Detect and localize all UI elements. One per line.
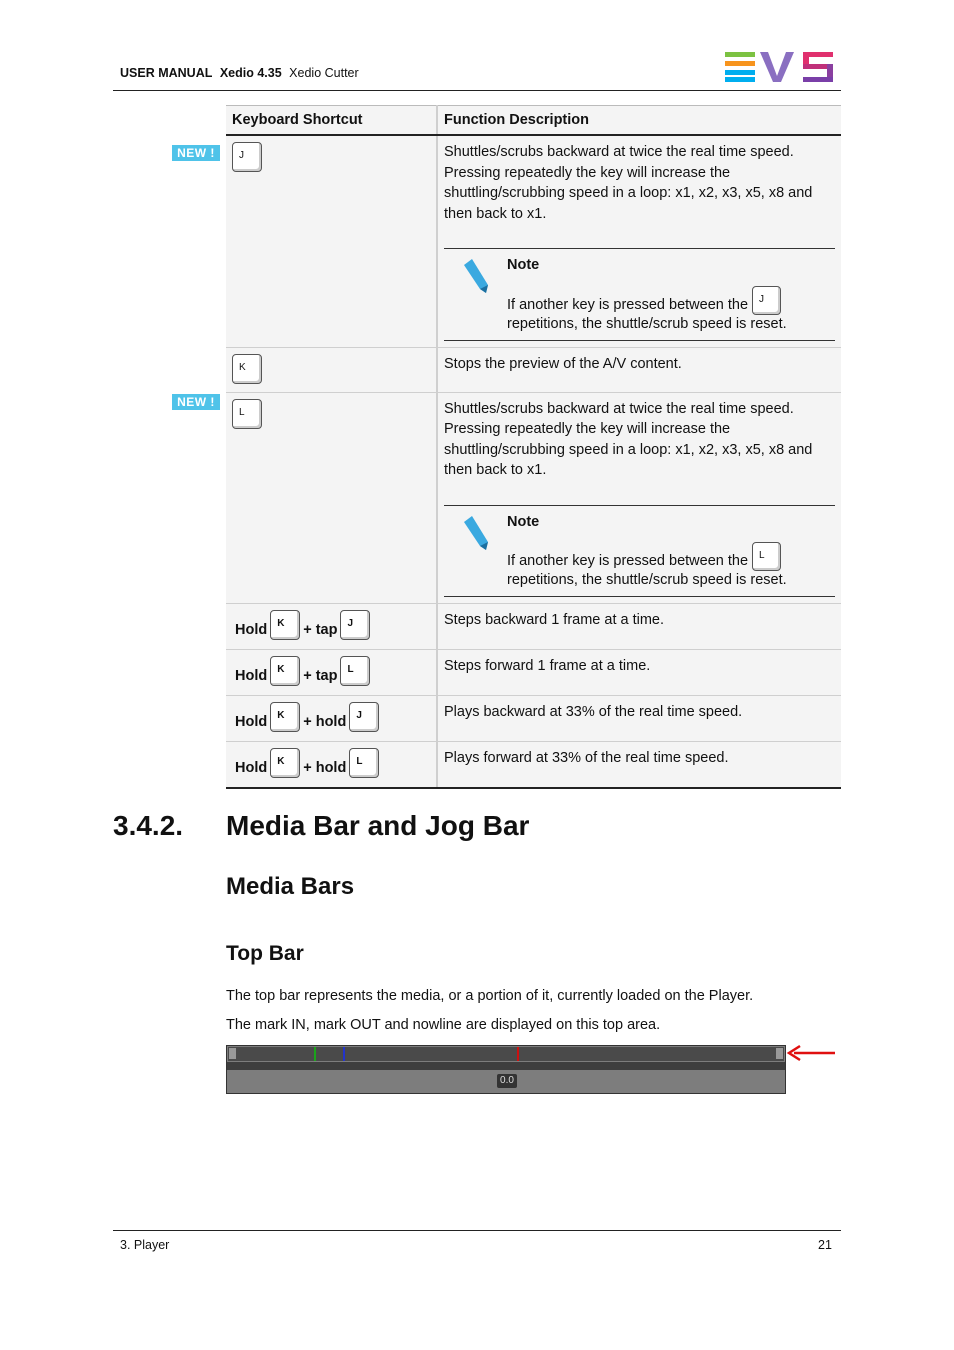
shortcut-cell [226,347,437,392]
key-k-icon: K [270,748,300,778]
section-number: 3.4.2. [113,810,184,841]
key-l-icon: L [752,542,781,571]
description-text: Shuttles/scrubs backward at twice the real time speed. Pressing repeatedly the key will increase the shuttling/scrubbing speed in a loop: x1, x2, x3, x5, x8 and then back to x1. [444,144,813,222]
table-row [226,392,841,604]
table-row [226,696,841,742]
key-l-icon: L [340,656,370,686]
key-k-icon: K [270,610,300,640]
shortcut-cell: Hold K + hold L [226,742,437,788]
key-k-icon: K [270,656,300,686]
shortcut-cell: Hold K + tap L [226,650,437,696]
running-header [120,66,359,80]
key-l-icon: L [349,748,379,778]
key-j-icon: J [349,702,379,732]
paragraph: The mark IN, mark OUT and nowline are displayed on this top area. [226,1017,661,1033]
shortcut-table [226,105,841,789]
module-name: Xedio Cutter [289,66,359,80]
note-body: If another key is pressed between the L repetitions, the shuttle/scrub speed is reset. [507,542,835,590]
top-bar-end-handle [776,1048,783,1059]
top-bar [228,1047,784,1061]
column-header-description: Function Description [437,106,841,136]
table-row [226,742,841,788]
nowline [517,1047,519,1061]
description-cell: Plays backward at 33% of the real time speed. [437,696,841,742]
note-body: If another key is pressed between the J repetitions, the shuttle/scrub speed is reset. [507,286,835,334]
description-cell [437,135,841,347]
table-row [226,650,841,696]
description-text: Shuttles/scrubs backward at twice the real time speed. Pressing repeatedly the key will increase the shuttling/scrubbing speed in a loop: x1, x2, x3, x5, x8 and then back to x1. [444,400,813,478]
table-row [226,604,841,650]
note-box [444,505,835,598]
subsubsection-heading: Top Bar [226,942,304,965]
paragraph: The top bar represents the media, or a portion of it, currently loaded on the Player. [226,988,754,1004]
table-row [226,347,841,392]
description-cell: Steps forward 1 frame at a time. [437,650,841,696]
shortcut-cell [226,392,437,604]
media-bar-screenshot [226,1045,786,1094]
column-header-shortcut: Keyboard Shortcut [226,106,437,136]
description-cell: Steps backward 1 frame at a time. [437,604,841,650]
media-bar-divider [227,1062,785,1070]
section-heading [113,810,529,842]
pencil-icon [462,259,490,295]
description-cell: Plays forward at 33% of the real time speed. [437,742,841,788]
product-name: Xedio 4.35 [219,66,282,80]
new-badge: NEW ! [172,145,220,161]
footer-rule [113,1230,841,1231]
note-box [444,248,835,341]
table-header-row [226,106,841,136]
header-rule [113,90,841,91]
new-badge: NEW ! [172,394,220,410]
note-title: Note [507,257,540,273]
key-j-icon: J [232,142,262,172]
key-k-icon: K [232,354,262,384]
table-row [226,135,841,347]
footer-chapter: 3. Player [120,1238,170,1252]
pencil-icon [462,516,490,552]
shortcut-cell: Hold K + hold J [226,696,437,742]
evs-logo [725,52,835,82]
key-k-icon: K [270,702,300,732]
shortcut-cell [226,135,437,347]
section-title: Media Bar and Jog Bar [226,810,530,841]
doc-type: USER MANUAL [120,66,213,80]
shortcut-cell: Hold K + tap J [226,604,437,650]
top-bar-start-handle [229,1048,236,1059]
mark-in-line [314,1047,316,1061]
red-arrow-icon [786,1044,836,1062]
note-title: Note [507,513,540,530]
timecode-label: 0.0 [497,1074,517,1088]
description-cell: Stops the preview of the A/V content. [437,347,841,392]
key-l-icon: L [232,399,262,429]
page-number: 21 [818,1238,832,1252]
key-j-icon: J [752,286,781,315]
mark-out-line [343,1047,345,1061]
subsection-heading: Media Bars [226,873,355,900]
key-j-icon: J [340,610,370,640]
description-cell [437,392,841,604]
